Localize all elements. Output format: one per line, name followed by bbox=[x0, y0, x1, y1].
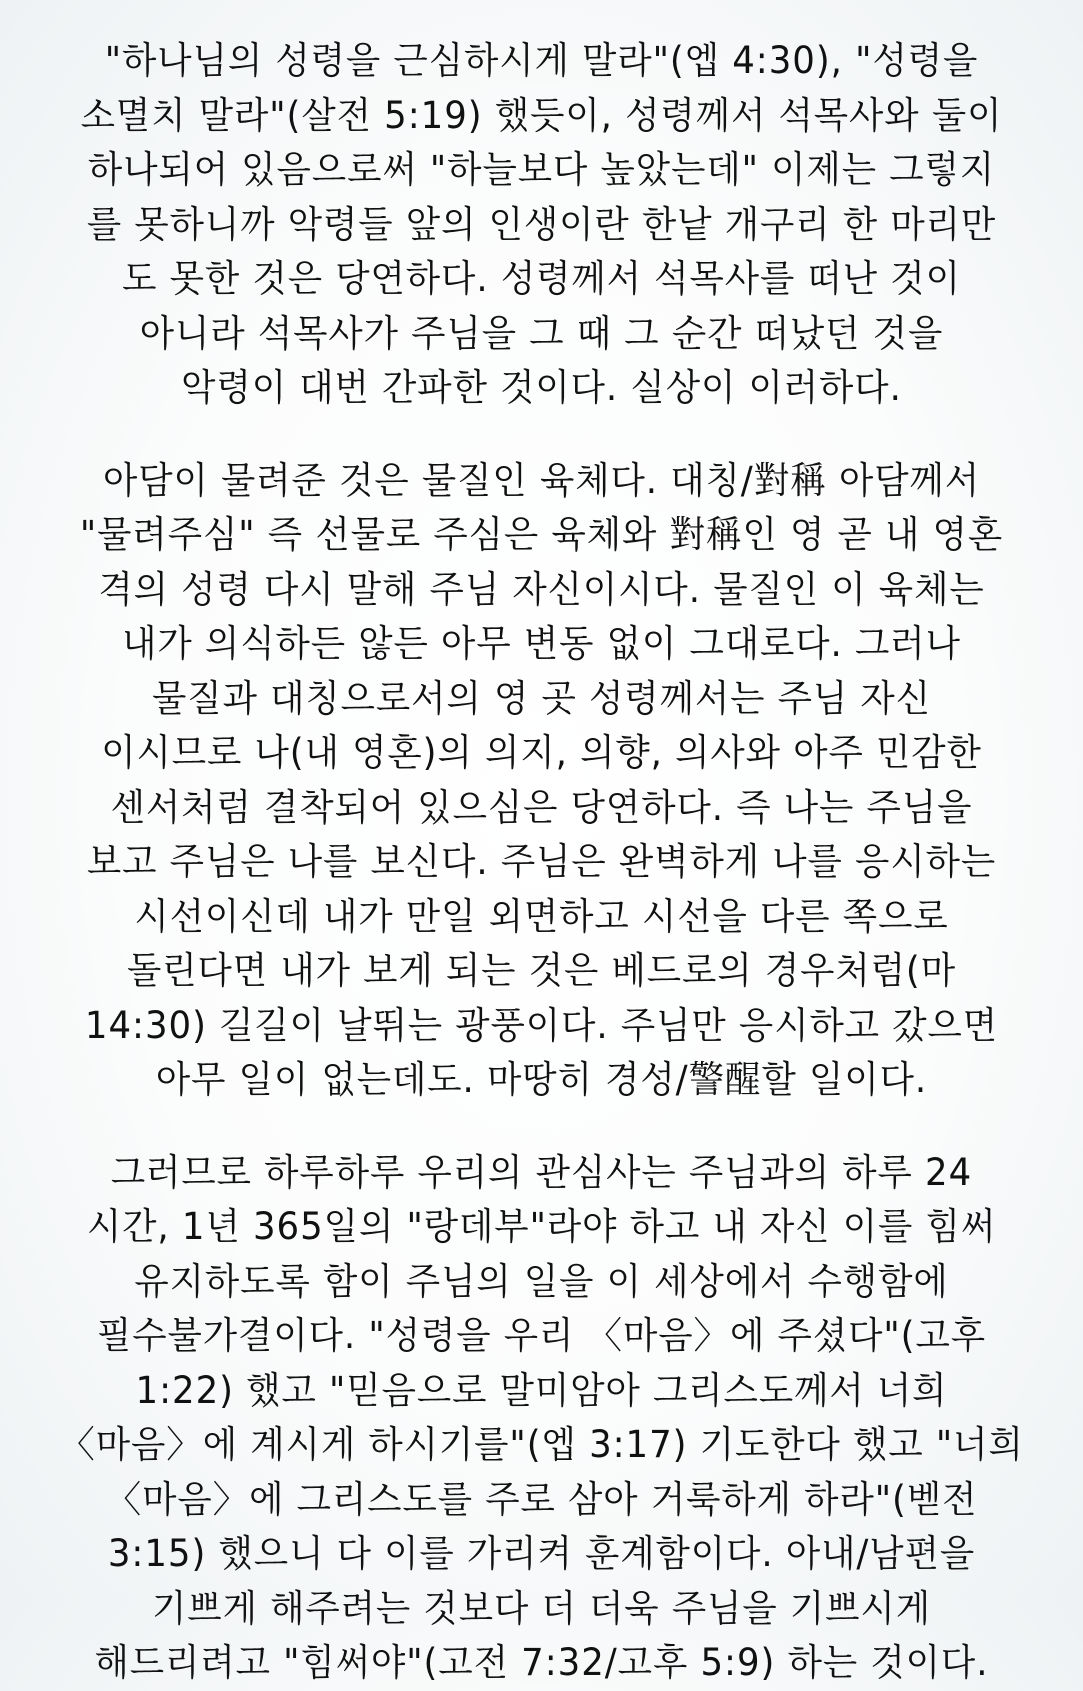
text-line: 보고 주님은 나를 보신다. 주님은 완벽하게 나를 응시하는 bbox=[86, 840, 997, 883]
text-line: 물질과 대칭으로서의 영 곳 성령께서는 주님 자신 bbox=[152, 676, 931, 720]
text-line: 이시므로 나(내 영혼)의 의지, 의향, 의사와 아주 민감한 bbox=[101, 731, 982, 774]
text-line: 〈마음〉에 계시게 하시기를"(엡 3:17) 기도한다 했고 "너희 bbox=[59, 1423, 1024, 1466]
text-line: 내가 의식하든 않든 아무 변동 없이 그대로다. 그러나 bbox=[122, 622, 961, 665]
paragraph-2 bbox=[0, 454, 1083, 1108]
text-line: 돌린다면 내가 보게 되는 것은 베드로의 경우처럼(마 bbox=[126, 949, 957, 992]
text-line: 격의 성령 다시 말해 주님 자신이시다. 물질인 이 육체는 bbox=[98, 567, 985, 611]
text-line: 하나되어 있음으로써 "하늘보다 높았는데" 이제는 그렇지 bbox=[87, 148, 996, 191]
text-line: 소멸치 말라"(살전 5:19) 했듯이, 성령께서 석목사와 둘이 bbox=[80, 93, 1003, 137]
text-line: 3:15) 했으니 다 이를 가리켜 훈계함이다. 아내/남편을 bbox=[107, 1532, 976, 1575]
text-line: "물려주심" 즉 선물로 주심은 육체와 對稱인 영 곧 내 영혼 bbox=[79, 513, 1004, 556]
text-line: 아무 일이 없는데도. 마땅히 경성/警醒할 일이다. bbox=[155, 1058, 928, 1101]
text-line: 필수불가결이다. "성령을 우리 〈마음〉에 주셨다"(고후 bbox=[96, 1314, 987, 1357]
text-line: 시선이신데 내가 만일 외면하고 시선을 다른 쪽으로 bbox=[134, 894, 949, 938]
text-line: 14:30) 길길이 날뛰는 광풍이다. 주님만 응시하고 갔으면 bbox=[84, 1003, 999, 1047]
text-line: 1:22) 했고 "믿음으로 말미암아 그리스도께서 너희 bbox=[135, 1368, 948, 1412]
text-line: 시간, 1년 365일의 "랑데부"라야 하고 내 자신 이를 힘써 bbox=[86, 1205, 997, 1248]
text-line: 〈마음〉에 그리스도를 주로 삼아 거룩하게 하라"(벧전 bbox=[105, 1477, 978, 1521]
text-line: 그러므로 하루하루 우리의 관심사는 주님과의 하루 24 bbox=[110, 1150, 973, 1194]
text-line: 해드리려고 "힘써야"(고전 7:32/고후 5:9) 하는 것이다. bbox=[94, 1641, 989, 1684]
text-line: 센서처럼 결착되어 있으심은 당연하다. 즉 나는 주님을 bbox=[110, 785, 973, 829]
text-line: "하나님의 성령을 근심하시게 말라"(엡 4:30), "성령을 bbox=[104, 39, 979, 82]
text-line: 기쁘게 해주려는 것보다 더 더욱 주님을 기쁘시게 bbox=[152, 1586, 931, 1630]
text-line: 아담이 물려준 것은 물질인 육체다. 대칭/對稱 아담께서 bbox=[102, 458, 981, 502]
text-line: 를 못하니까 악령들 앞의 인생이란 한낱 개구리 한 마리만 bbox=[86, 202, 997, 246]
text-line: 도 못한 것은 당연하다. 성령께서 석목사를 떠난 것이 bbox=[122, 257, 961, 300]
paragraph-1 bbox=[0, 34, 1083, 416]
paragraph-3 bbox=[0, 1146, 1083, 1691]
text-line: 유지하도록 함이 주님의 일을 이 세상에서 수행함에 bbox=[134, 1259, 949, 1303]
text-line: 악령이 대번 간파한 것이다. 실상이 이러하다. bbox=[181, 366, 902, 409]
text-line: 아니라 석목사가 주님을 그 때 그 순간 떠났던 것을 bbox=[139, 311, 944, 355]
